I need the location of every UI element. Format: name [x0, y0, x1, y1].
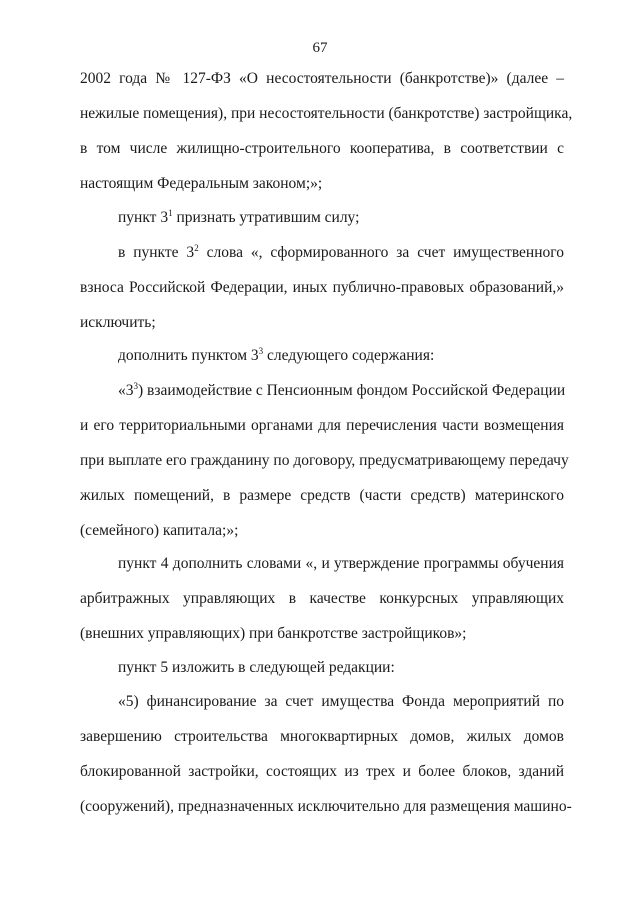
text-line-20: завершению строительства многоквартирных домов, жилых домов — [80, 728, 564, 745]
text-line-18: пункт 5 изложить в следующей редакции: — [118, 659, 395, 676]
text-line-15: пункт 4 дополнить словами «, и утверждение программы обучения — [118, 555, 564, 572]
text-line-19: «5) финансирование за счет имущества Фонда мероприятий по — [118, 693, 564, 710]
text-line-21: блокированной застройки, состоящих из трех и более блоков, зданий — [80, 763, 564, 780]
text-line-3: в том числе жилищно-строительного кооператива, в соответствии с — [80, 140, 564, 157]
text-fragment: в пункте 3 — [118, 244, 195, 261]
text-line-5 — [118, 208, 359, 228]
text-line-17: (внешних управляющих) при банкротстве застройщиков»; — [80, 625, 467, 642]
text-line-2: нежилые помещения), при несостоятельности (банкротстве) застройщика, — [80, 105, 573, 122]
text-line-12: при выплате его гражданину по договору, предусматривающему передачу — [80, 452, 569, 469]
text-line-9 — [118, 346, 434, 366]
text-line-6 — [118, 243, 564, 263]
text-fragment: ) взаимодействие с Пенсионным фондом Российской Федерации — [138, 382, 566, 399]
text-line-1: 2002 года № 127-ФЗ «О несостоятельности (банкротстве)» (далее – — [80, 70, 564, 87]
text-line-4: настоящим Федеральным законом;»; — [80, 175, 323, 192]
text-fragment: пункт 3 — [118, 209, 169, 226]
superscript: 3 — [258, 346, 264, 356]
text-line-8: исключить; — [80, 314, 156, 331]
text-line-10 — [118, 381, 564, 401]
text-line-7: взноса Российской Федерации, иных публично-правовых образований,» — [80, 279, 564, 296]
text-fragment: «3 — [118, 382, 134, 399]
superscript: 1 — [168, 208, 173, 218]
text-line-16: арбитражных управляющих в качестве конкурсных управляющих — [80, 590, 564, 607]
text-fragment: следующего содержания: — [263, 347, 435, 364]
page-number: 67 — [312, 40, 328, 56]
text-line-13: жилых помещений, в размере средств (части средств) материнского — [80, 487, 564, 504]
superscript: 3 — [133, 381, 138, 391]
text-line-11: и его территориальными органами для перечисления части возмещения — [80, 417, 564, 434]
text-line-14: (семейного) капитала;»; — [80, 522, 239, 539]
text-line-22: (сооружений), предназначенных исключительно для размещения машино- — [80, 798, 572, 815]
text-fragment: признать утратившим силу; — [172, 209, 360, 226]
superscript: 2 — [194, 243, 199, 253]
text-fragment: дополнить пунктом 3 — [118, 347, 259, 364]
text-fragment: слова «, сформированного за счет имущественного — [198, 244, 564, 261]
